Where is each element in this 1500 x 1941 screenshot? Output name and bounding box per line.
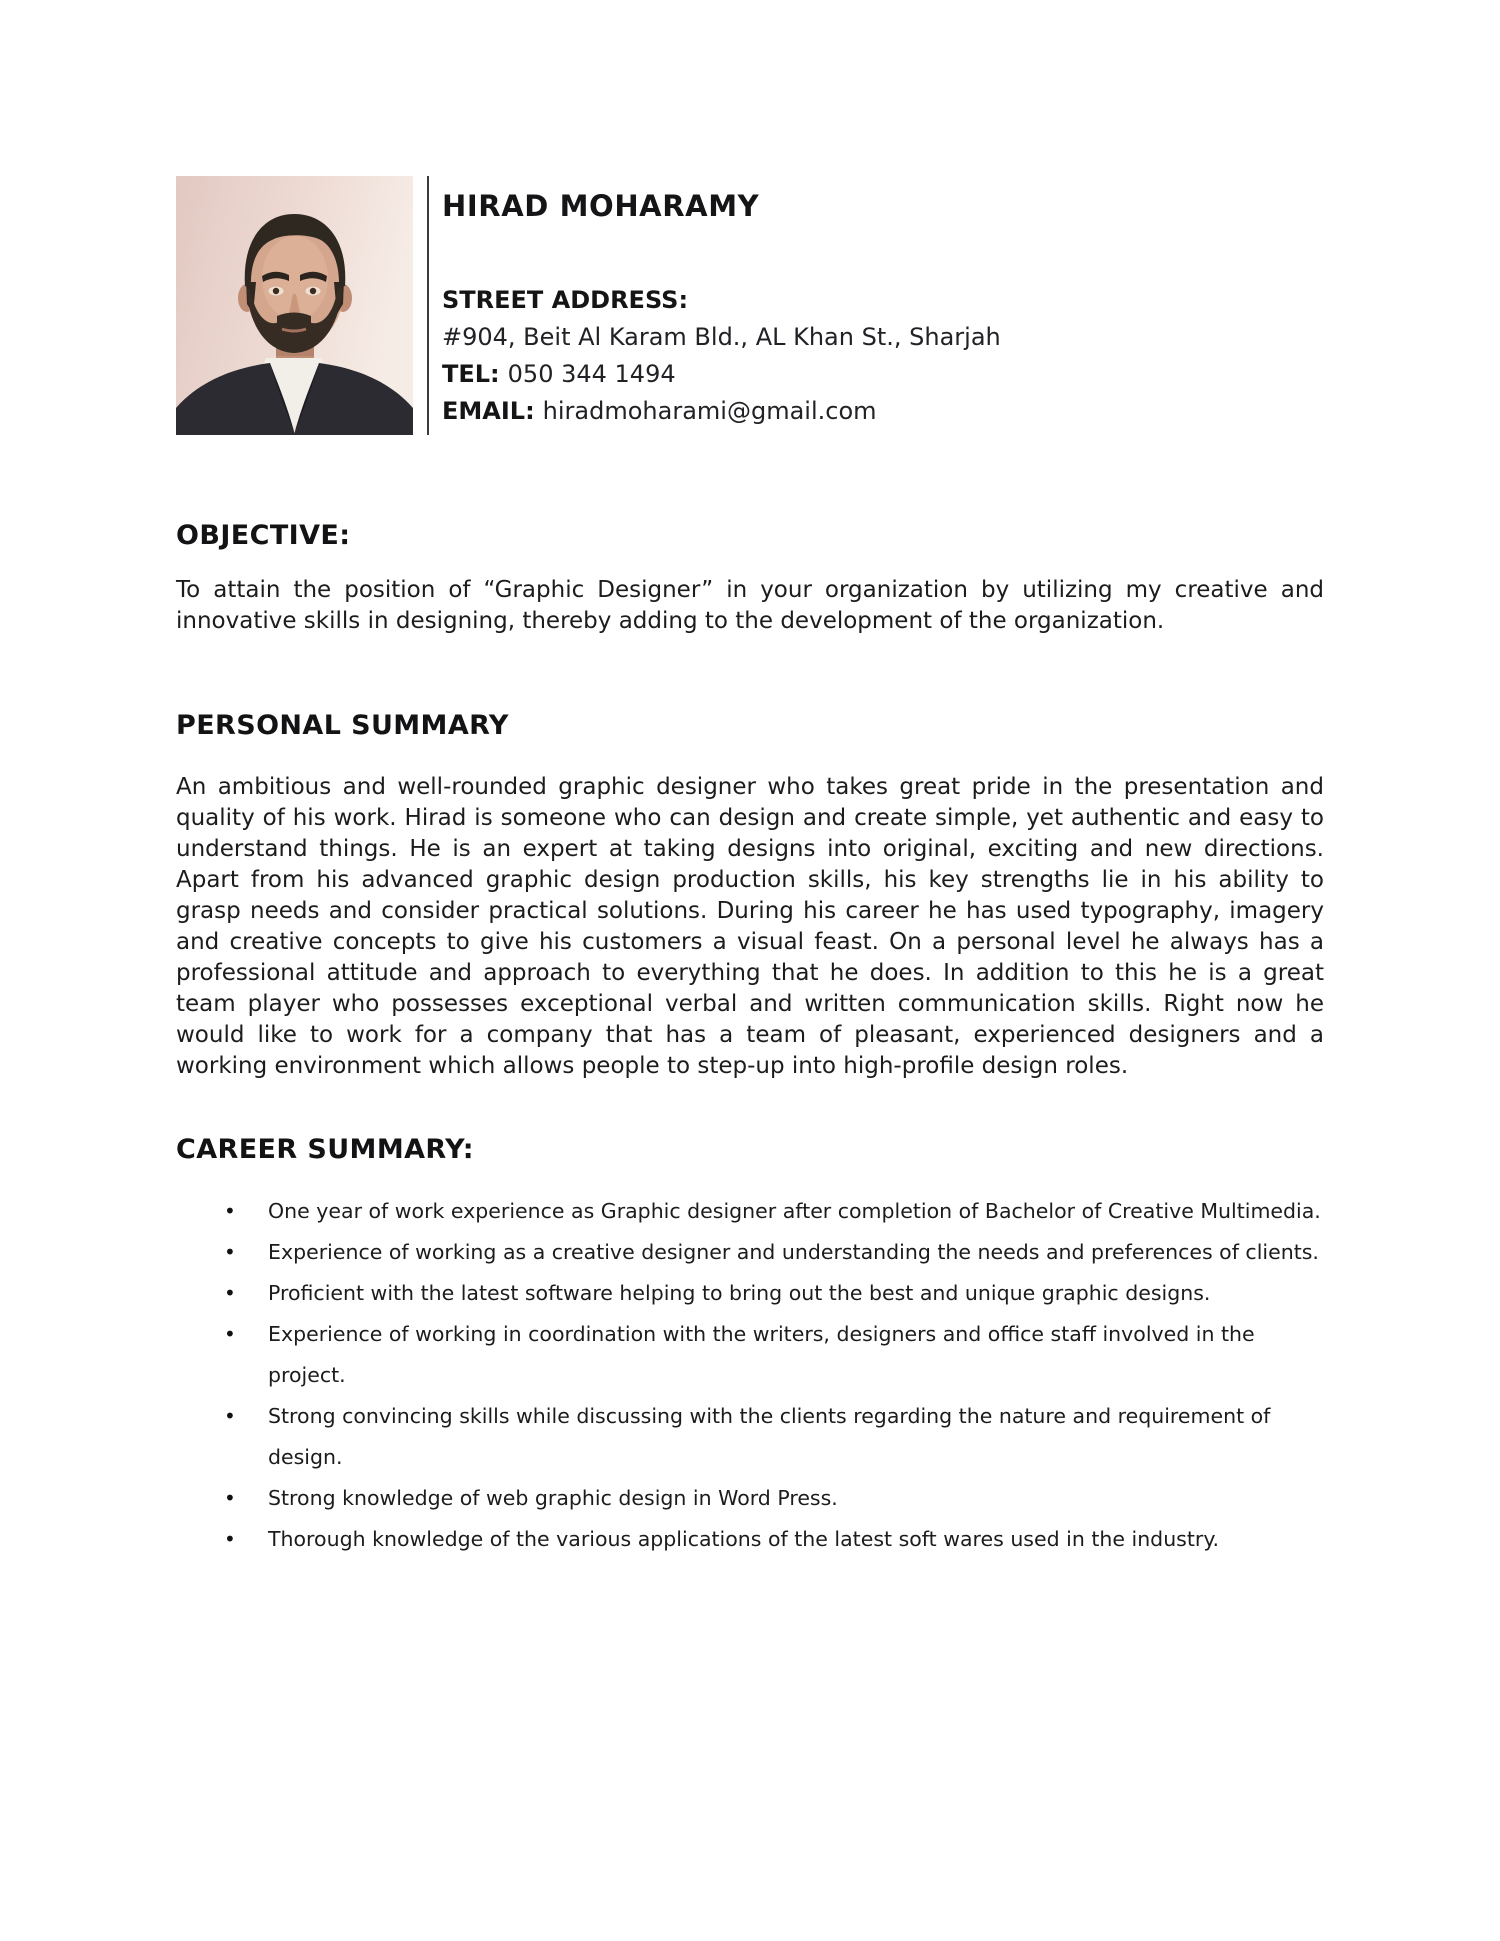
- objective-body: To attain the position of “Graphic Designer” in your organization by utilizing my creative and innovative skills in designing, thereby adding to the development of the organization.: [176, 577, 1324, 634]
- profile-photo-image: [176, 176, 413, 435]
- email-value: hiradmoharami@gmail.com: [542, 397, 877, 425]
- career-summary-list: [176, 1191, 1324, 1560]
- career-bullet-item: [176, 1191, 1324, 1232]
- header: [176, 176, 1324, 435]
- profile-photo: [176, 176, 413, 435]
- email-label: EMAIL:: [442, 397, 535, 425]
- career-bullet-text: Strong convincing skills while discussing with the clients regarding the nature and requirement of design.: [268, 1404, 1271, 1469]
- section-career-summary: [176, 1134, 1324, 1560]
- section-objective: [176, 520, 1324, 637]
- bullet-icon: •: [224, 1486, 236, 1510]
- contact-block: [429, 176, 1324, 435]
- street-address-value: #904, Beit Al Karam Bld., AL Khan St., Sharjah: [442, 323, 1001, 351]
- career-bullet-item: [176, 1314, 1324, 1396]
- bullet-icon: •: [224, 1404, 236, 1428]
- phone-line: [442, 356, 1324, 393]
- career-bullet-item: [176, 1232, 1324, 1273]
- career-summary-heading: CAREER SUMMARY:: [176, 1134, 474, 1165]
- bullet-icon: •: [224, 1527, 236, 1551]
- resume-page: [176, 176, 1324, 1560]
- career-bullet-text: One year of work experience as Graphic designer after completion of Bachelor of Creative Multimedia.: [268, 1199, 1321, 1223]
- person-name: HIRAD MOHARAMY: [442, 189, 760, 223]
- section-personal-summary: [176, 710, 1324, 1082]
- street-address-label: STREET ADDRESS:: [442, 286, 689, 314]
- bullet-icon: •: [224, 1281, 236, 1305]
- objective-heading: OBJECTIVE:: [176, 520, 351, 551]
- career-bullet-item: [176, 1273, 1324, 1314]
- career-bullet-text: Proficient with the latest software helping to bring out the best and unique graphic designs.: [268, 1281, 1211, 1305]
- career-bullet-text: Experience of working in coordination with the writers, designers and office staff involved in the project.: [268, 1322, 1255, 1387]
- career-bullet-item: [176, 1519, 1324, 1560]
- tel-label: TEL:: [442, 360, 500, 388]
- personal-summary-heading: PERSONAL SUMMARY: [176, 710, 509, 741]
- bullet-icon: •: [224, 1322, 236, 1346]
- career-bullet-item: [176, 1396, 1324, 1478]
- career-bullet-text: Thorough knowledge of the various applications of the latest soft wares used in the industry.: [268, 1527, 1220, 1551]
- bullet-icon: •: [224, 1199, 236, 1223]
- career-bullet-text: Strong knowledge of web graphic design in Word Press.: [268, 1486, 838, 1510]
- email-line: [442, 393, 1324, 430]
- career-bullet-text: Experience of working as a creative designer and understanding the needs and preferences of clients.: [268, 1240, 1319, 1264]
- bullet-icon: •: [224, 1240, 236, 1264]
- career-bullet-item: [176, 1478, 1324, 1519]
- tel-value: 050 344 1494: [507, 360, 676, 388]
- personal-summary-body: An ambitious and well-rounded graphic designer who takes great pride in the presentation and quality of his work. Hirad is someone who can design and create simple, yet authentic and easy to understand things. He is an expert at taking designs into original, exciting and new directions. Apart from his advanced graphic design production skills, his key strengths lie in his ability to grasp needs and consider practical solutions. During his career he has used typography, imagery and creative concepts to give his customers a visual feast. On a personal level he always has a professional attitude and approach to everything that he does. In addition to this he is a great team player who possesses exceptional verbal and written communication skills. Right now he would like to work for a company that has a team of pleasant, experienced designers and a working environment which allows people to step-up into high-profile design roles.: [176, 774, 1324, 1079]
